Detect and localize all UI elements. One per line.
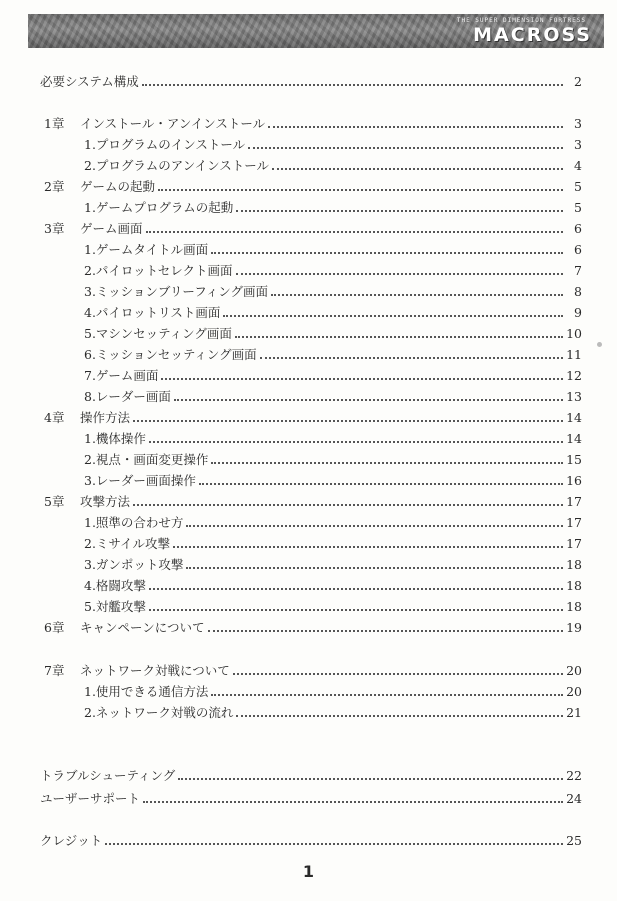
page-number: 1 (302, 862, 315, 881)
margin-mark (597, 342, 602, 347)
leader-dots (236, 273, 563, 275)
chapter-number: 4章 (44, 410, 65, 425)
leader-dots (268, 126, 563, 128)
toc-page: 9 (574, 305, 582, 320)
leader-dots (133, 420, 563, 422)
toc-section: 2.パイロットセレクト画面 7 (84, 263, 582, 278)
leader-dots (146, 231, 563, 233)
leader-dots (260, 357, 563, 359)
leader-dots (211, 694, 563, 696)
leader-dots (211, 252, 563, 254)
leader-dots (143, 801, 563, 803)
leader-dots (149, 441, 563, 443)
toc-chapter: 5章 攻撃方法 17 (44, 494, 582, 509)
leader-dots (142, 84, 563, 86)
chapter-number: 2章 (44, 179, 65, 194)
leader-dots (271, 294, 563, 296)
toc-page: 11 (566, 347, 582, 362)
toc-page: 20 (566, 663, 582, 678)
chapter-number: 6章 (44, 620, 65, 635)
toc-page: 17 (566, 494, 582, 509)
toc-page: 25 (566, 833, 582, 848)
toc-section: 1.プログラムのインストール 3 (84, 137, 582, 152)
toc-entry: ユーザーサポート 24 (40, 791, 582, 806)
toc-section: 5.マシンセッティング画面 10 (84, 326, 582, 341)
toc-page: 22 (566, 768, 582, 783)
toc-page: 4 (574, 158, 582, 173)
toc-entry: 必要システム構成 2 (40, 74, 582, 89)
leader-dots (211, 462, 563, 464)
toc-page: 6 (574, 221, 582, 236)
toc-chapter: 3章 ゲーム画面 6 (44, 221, 582, 236)
toc-page: 5 (574, 179, 582, 194)
toc-page: 16 (566, 473, 582, 488)
toc-page: 7 (574, 263, 582, 278)
toc-section: 1.ゲームタイトル画面 6 (84, 242, 582, 257)
toc-page: 15 (566, 452, 582, 467)
toc-chapter: 4章 操作方法 14 (44, 410, 582, 425)
leader-dots (235, 336, 563, 338)
toc-page: 18 (566, 599, 582, 614)
toc-page: 21 (566, 705, 582, 720)
chapter-number: 5章 (44, 494, 65, 509)
toc-entry: クレジット 25 (40, 833, 582, 848)
chapter-number: 3章 (44, 221, 65, 236)
leader-dots (174, 399, 563, 401)
toc-entry: トラブルシューティング 22 (40, 768, 582, 783)
toc-page: 5 (574, 200, 582, 215)
leader-dots (199, 483, 563, 485)
toc-section: 1.ゲームプログラムの起動 5 (84, 200, 582, 215)
macross-logo: MACROSS (473, 24, 592, 46)
toc-page: 18 (566, 557, 582, 572)
toc-section: 1.使用できる通信方法 20 (84, 684, 582, 699)
leader-dots (161, 378, 563, 380)
leader-dots (208, 630, 563, 632)
toc-section: 2.視点・画面変更操作 15 (84, 452, 582, 467)
toc-page: 17 (566, 515, 582, 530)
toc-section: 3.レーダー画面操作 16 (84, 473, 582, 488)
toc-section: 2.プログラムのアンインストール 4 (84, 158, 582, 173)
toc-page: 19 (566, 620, 582, 635)
leader-dots (186, 525, 563, 527)
toc-section: 6.ミッションセッティング画面 11 (84, 347, 582, 362)
toc-page: 8 (574, 284, 582, 299)
leader-dots (149, 588, 563, 590)
leader-dots (158, 189, 563, 191)
leader-dots (173, 546, 563, 548)
toc-chapter: 1章 インストール・アンインストール 3 (44, 116, 582, 131)
leader-dots (178, 778, 563, 780)
toc-section: 8.レーダー画面 13 (84, 389, 582, 404)
toc-section: 3.ミッションブリーフィング画面 8 (84, 284, 582, 299)
toc-chapter: 7章 ネットワーク対戦について 20 (44, 663, 582, 678)
toc-chapter: 6章 キャンペーンについて 19 (44, 620, 582, 635)
leader-dots (236, 210, 563, 212)
toc-page: 18 (566, 578, 582, 593)
leader-dots (105, 843, 563, 845)
toc-page: 20 (566, 684, 582, 699)
toc-section: 3.ガンポット攻撃 18 (84, 557, 582, 572)
toc-section: 7.ゲーム画面 12 (84, 368, 582, 383)
leader-dots (223, 315, 563, 317)
toc-section: 5.対艦攻撃 18 (84, 599, 582, 614)
chapter-number: 7章 (44, 663, 65, 678)
leader-dots (233, 673, 563, 675)
toc-section: 2.ネットワーク対戦の流れ 21 (84, 705, 582, 720)
toc-section: 4.パイロットリスト画面 9 (84, 305, 582, 320)
leader-dots (272, 168, 563, 170)
chapter-number: 1章 (44, 116, 65, 131)
leader-dots (248, 147, 563, 149)
toc-section: 2.ミサイル攻撃 17 (84, 536, 582, 551)
logo-subtitle: THE SUPER DIMENSION FORTRESS (456, 17, 586, 24)
toc-page: 14 (566, 410, 582, 425)
toc-section: 4.格闘攻撃 18 (84, 578, 582, 593)
toc-page: 6 (574, 242, 582, 257)
toc-page: 13 (566, 389, 582, 404)
toc-page: 3 (574, 116, 582, 131)
leader-dots (149, 609, 563, 611)
leader-dots (236, 715, 563, 717)
toc-page: 10 (566, 326, 582, 341)
toc-chapter: 2章 ゲームの起動 5 (44, 179, 582, 194)
toc-page: 12 (566, 368, 582, 383)
toc-page: 24 (566, 791, 582, 806)
leader-dots (186, 567, 563, 569)
toc-page: 14 (566, 431, 582, 446)
toc-page: 3 (574, 137, 582, 152)
toc-section: 1.機体操作 14 (84, 431, 582, 446)
toc-page: 2 (574, 74, 582, 89)
toc-section: 1.照準の合わせ方 17 (84, 515, 582, 530)
toc-page: 17 (566, 536, 582, 551)
leader-dots (133, 504, 563, 506)
